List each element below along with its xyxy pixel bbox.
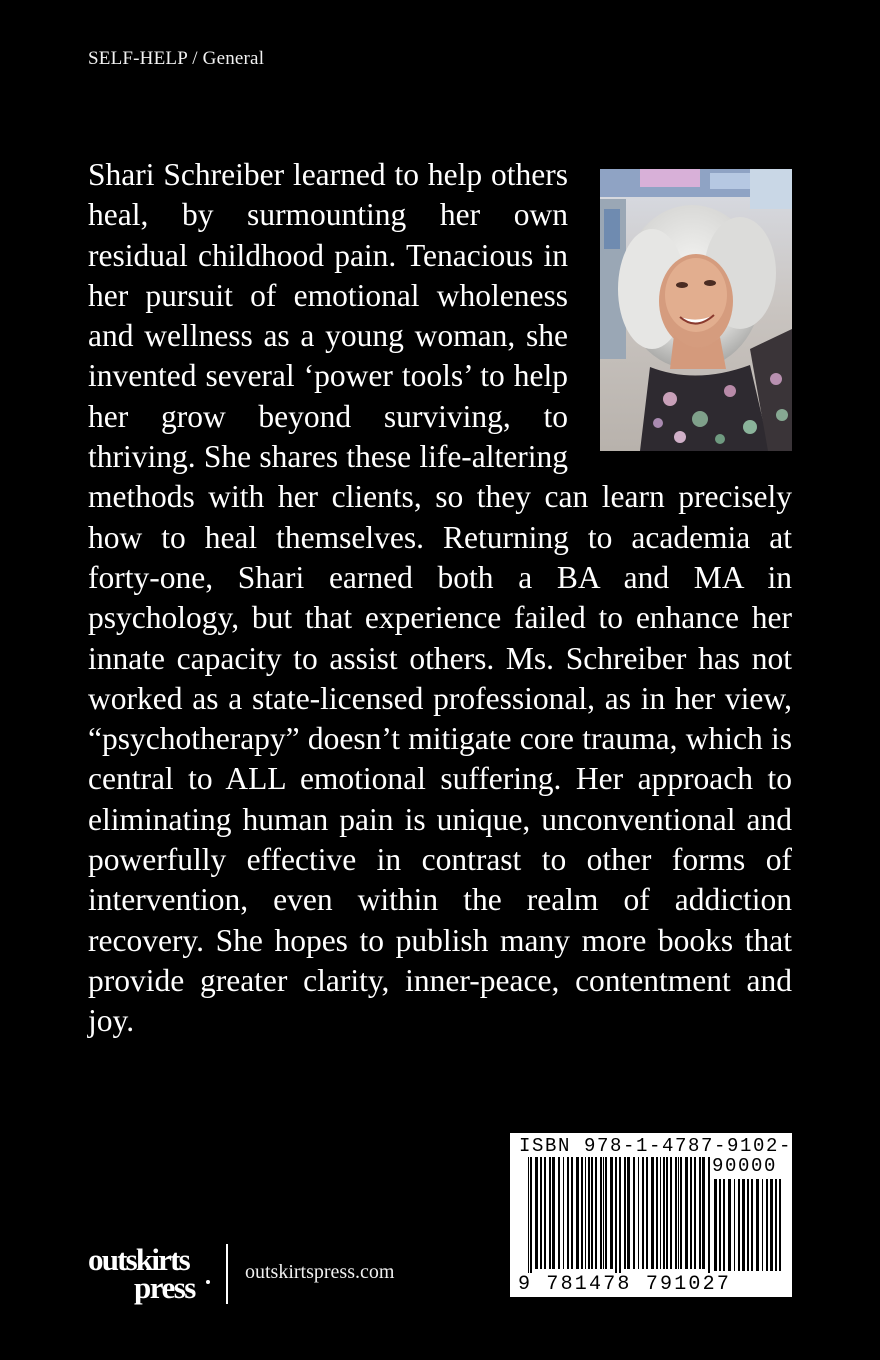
barcode-bar: [581, 1157, 583, 1269]
logo-outskirts-text: outskirts: [88, 1242, 189, 1277]
barcode-bar: [702, 1157, 705, 1269]
barcode-bar: [708, 1157, 710, 1277]
barcode-bar: [528, 1157, 529, 1277]
barcode-bar: [558, 1157, 560, 1269]
ean-digits: 9 781478 791027: [518, 1273, 732, 1296]
barcode-bar: [719, 1179, 721, 1271]
barcode-bar: [571, 1157, 573, 1269]
barcode-bar: [591, 1157, 593, 1269]
barcode-bar: [742, 1179, 745, 1271]
barcode-bar: [642, 1157, 644, 1269]
barcode-bar: [615, 1157, 617, 1277]
barcode-bar: [605, 1157, 607, 1269]
barcode-bar: [595, 1157, 597, 1269]
barcode-bar: [728, 1179, 731, 1271]
barcode-bar: [714, 1179, 717, 1271]
barcode-bar: [585, 1157, 586, 1269]
barcode-bar: [762, 1179, 763, 1271]
barcode-bar: [549, 1157, 551, 1269]
photo-text-wrap: [568, 155, 792, 461]
barcode-bar: [775, 1179, 777, 1271]
category-label: SELF-HELP / General: [88, 48, 265, 69]
barcode-bar: [694, 1157, 696, 1269]
barcode-bar: [646, 1157, 648, 1269]
barcode-bar: [624, 1157, 626, 1269]
barcode-bar: [751, 1179, 753, 1271]
price-code: 90000: [712, 1155, 778, 1177]
author-bio: [88, 155, 792, 1042]
bio-paragraph: Shari Schreiber learned to help others heal, by surmounting her own residual childhood pain. Tenacious in her pursuit of emotional wholeness and wellness as a young woman, she invented several ‘power tools’ to help her grow beyond surviving, to thriving. She shares these life-altering methods with her clients, so they can learn precisely how to heal themselves. Returning to academia at forty-one, Shari earned both a BA and MA in psychology, but that experience failed to enhance her innate capacity to assist others. Ms. Schreiber has not worked as a state-licensed professional, as in her view, “psychotherapy” doesn’t mitigate core trauma, which is central to ALL emotional suffering. Her approach to eliminating human pain is unique, unconventional and powerfully effective in contrast to other forms of intervention, even within the realm of addiction recovery. She hopes to publish many more books that provide greater clarity, inner-peace, contentment and joy.: [88, 157, 792, 1039]
publisher-url: outskirtspress.com: [245, 1261, 395, 1283]
barcode-bar: [651, 1157, 654, 1269]
isbn-barcode: [510, 1133, 806, 1297]
barcode-bar: [699, 1157, 701, 1269]
barcode-bar: [588, 1157, 590, 1269]
publisher-logo: [88, 1244, 214, 1308]
barcode-bar: [670, 1157, 672, 1269]
barcode-bar: [666, 1157, 668, 1269]
barcode-bar: [619, 1157, 621, 1277]
logo-press-text: press: [134, 1270, 195, 1305]
barcode-bar: [690, 1157, 692, 1269]
barcode-bar: [656, 1157, 658, 1269]
logo-dot: [206, 1280, 210, 1284]
barcode-bar: [723, 1179, 725, 1271]
barcode-bar: [567, 1157, 569, 1269]
barcode-bar: [779, 1179, 781, 1271]
barcode-bar: [756, 1179, 759, 1271]
barcode-bar: [544, 1157, 546, 1269]
isbn-label: ISBN 978-1-4787-9102-7: [519, 1135, 806, 1157]
barcode-bar: [766, 1179, 768, 1271]
barcode-bar: [627, 1157, 630, 1269]
barcode-bar: [563, 1157, 564, 1269]
barcode-bar: [747, 1179, 749, 1271]
barcode-bar: [540, 1157, 542, 1269]
barcode-bar: [660, 1157, 661, 1269]
barcode-bar: [576, 1157, 579, 1269]
barcode-bar: [675, 1157, 677, 1269]
barcode-bar: [610, 1157, 613, 1269]
barcode-bar: [638, 1157, 639, 1269]
barcode-bar: [738, 1179, 740, 1271]
barcode-bar: [603, 1157, 604, 1269]
barcode-bar: [552, 1157, 555, 1269]
barcode-bar: [535, 1157, 538, 1269]
barcode-bar: [530, 1157, 532, 1277]
barcode-bar: [663, 1157, 665, 1269]
barcode-bar: [685, 1157, 688, 1269]
barcode-bar: [633, 1157, 635, 1269]
barcode-bar: [678, 1157, 679, 1269]
logo-divider: [226, 1244, 228, 1304]
barcode-bar: [680, 1157, 682, 1269]
barcode-bar: [734, 1179, 735, 1271]
barcode-bar: [770, 1179, 773, 1271]
barcode-bar: [600, 1157, 602, 1269]
